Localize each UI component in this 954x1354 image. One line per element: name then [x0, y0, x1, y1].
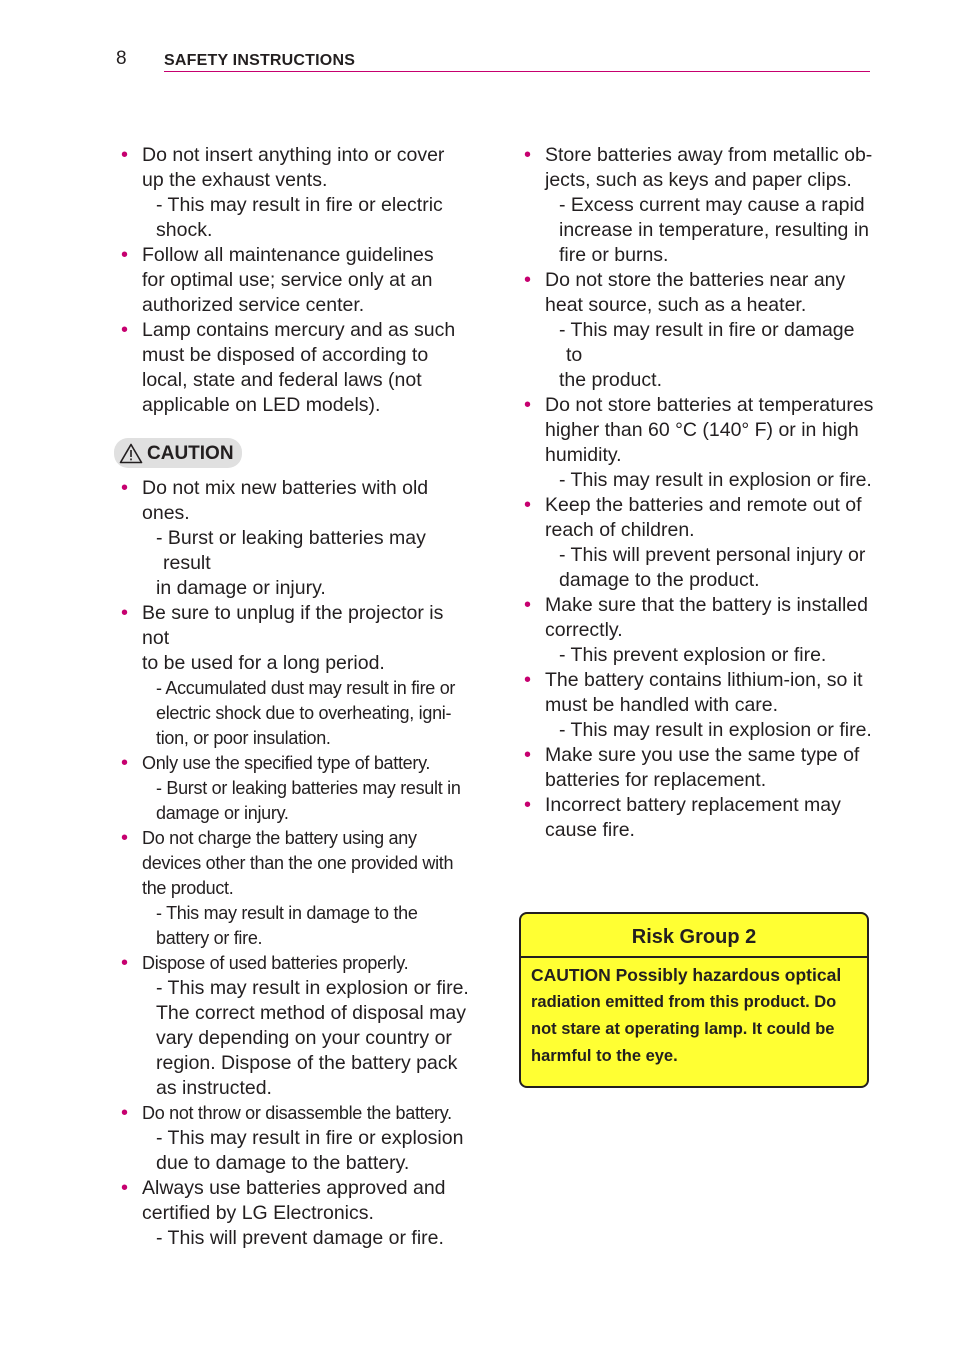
bullet-item	[524, 268, 874, 393]
bullet-subtext-line: - This may result in explosion or fire.	[156, 977, 469, 999]
bullet-text-line: local, state and federal laws (not	[142, 369, 422, 391]
bullet-subtext-line: the product.	[559, 369, 662, 391]
bullet-subtext-line: tion, or poor insulation.	[156, 728, 331, 748]
bullet-subtext-line: - Excess current may cause a rapid	[559, 194, 865, 216]
bullet-dot-icon: •	[524, 494, 532, 516]
bullet-dot-icon: •	[121, 752, 129, 774]
bullet-subtext-line: - This may result in fire or electric	[156, 194, 443, 216]
bullet-text-line: Store batteries away from metallic ob-	[545, 144, 873, 166]
bullet-text-line: cause fire.	[545, 819, 635, 841]
bullet-subtext-line: electric shock due to overheating, igni-	[156, 703, 452, 723]
bullet-subtext-line: - This will prevent damage or fire.	[156, 1227, 444, 1249]
bullet-dot-icon: •	[524, 744, 532, 766]
bullet-text-line: must be disposed of according to	[142, 344, 429, 366]
bullet-item	[121, 1176, 471, 1251]
bullet-item	[524, 393, 874, 493]
bullet-text-line: Be sure to unplug if the projector is not	[142, 602, 444, 649]
bullet-subtext-line: - This may result in explosion or fire.	[559, 719, 872, 741]
bullet-text-line: Keep the batteries and remote out of	[545, 494, 862, 516]
bullet-dot-icon: •	[121, 144, 129, 166]
bullet-subtext-line: as instructed.	[156, 1077, 272, 1099]
bullet-text-line: Do not charge the battery using any	[142, 828, 417, 848]
bullet-dot-icon: •	[121, 952, 129, 974]
header-divider	[164, 71, 870, 72]
bullet-text-line: Do not insert anything into or cover	[142, 144, 445, 166]
bullet-text-line: correctly.	[545, 619, 623, 641]
bullet-text-line: Dispose of used batteries properly.	[142, 953, 409, 973]
bullet-dot-icon: •	[524, 144, 532, 166]
right-bullet-list	[524, 143, 874, 843]
bullet-text-line: Make sure you use the same type of	[545, 744, 860, 766]
risk-warning-line: harmful to the eye.	[531, 1047, 678, 1065]
bullet-subtext-line: increase in temperature, resulting in	[559, 219, 869, 241]
bullet-item	[121, 1101, 471, 1176]
risk-group-box	[519, 912, 869, 1088]
bullet-text-line: for optimal use; service only at an	[142, 269, 433, 291]
bullet-text-line: devices other than the one provided with	[142, 853, 454, 873]
bullet-dot-icon: •	[524, 794, 532, 816]
bullet-subtext-line: due to damage to the battery.	[156, 1152, 410, 1174]
bullet-subtext-line: battery or fire.	[156, 928, 263, 948]
bullet-text-line: up the exhaust vents.	[142, 169, 328, 191]
bullet-item	[524, 493, 874, 593]
bullet-text-line: Only use the specified type of battery.	[142, 753, 431, 773]
page-number: 8	[116, 48, 127, 69]
bullet-subtext-line: fire or burns.	[559, 244, 669, 266]
bullet-text-line: Lamp contains mercury and as such	[142, 319, 456, 341]
bullet-subtext-line: - Burst or leaking batteries may result	[156, 527, 426, 574]
risk-warning-line: radiation emitted from this product. Do	[531, 993, 837, 1011]
risk-group-title: Risk Group 2	[521, 914, 867, 958]
bullet-text-line: the product.	[142, 878, 234, 898]
bullet-text-line: Do not store batteries at temperatures	[545, 394, 874, 416]
bullet-subtext-line: - This may result in fire or explosion	[156, 1127, 464, 1149]
caution-badge	[114, 438, 242, 468]
caution-label: CAUTION	[147, 442, 234, 464]
bullet-text-line: Follow all maintenance guidelines	[142, 244, 434, 266]
bullet-item	[121, 243, 471, 318]
bullet-dot-icon: •	[121, 827, 129, 849]
bullet-item	[524, 743, 874, 793]
risk-warning-line: CAUTION Possibly hazardous optical	[531, 965, 842, 985]
bullet-text-line: batteries for replacement.	[545, 769, 767, 791]
bullet-text-line: humidity.	[545, 444, 622, 466]
bullet-text-line: Do not throw or disassemble the battery.	[142, 1103, 452, 1123]
right-column	[524, 143, 874, 843]
bullet-text-line: Do not store the batteries near any	[545, 269, 846, 291]
bullet-subtext-line: in damage or injury.	[156, 577, 326, 599]
bullet-text-line: applicable on LED models).	[142, 394, 381, 416]
bullet-text-line: must be handled with care.	[545, 694, 779, 716]
bullet-text-line: to be used for a long period.	[142, 652, 385, 674]
bullet-dot-icon: •	[121, 244, 129, 266]
bullet-subtext-line: - Burst or leaking batteries may result in	[156, 778, 461, 798]
bullet-item	[524, 143, 874, 268]
bullet-subtext-line: - This may result in damage to the	[156, 903, 418, 923]
bullet-subtext-line: - This will prevent personal injury or	[559, 544, 866, 566]
bullet-item	[121, 318, 471, 418]
bullet-text-line: Do not mix new batteries with old	[142, 477, 429, 499]
bullet-text-line: reach of children.	[545, 519, 695, 541]
bullet-subtext-line: - This may result in explosion or fire.	[559, 469, 872, 491]
bullet-text-line: Incorrect battery replacement may	[545, 794, 841, 816]
bullet-dot-icon: •	[524, 394, 532, 416]
bullet-text-line: authorized service center.	[142, 294, 365, 316]
bullet-item	[121, 951, 471, 1101]
bullet-item	[121, 476, 471, 601]
bullet-text-line: Make sure that the battery is installed	[545, 594, 868, 616]
bullet-subtext-line: damage or injury.	[156, 803, 289, 823]
bullet-item	[121, 143, 471, 243]
bullet-dot-icon: •	[121, 477, 129, 499]
bullet-text-line: higher than 60 °C (140° F) or in high	[545, 419, 859, 441]
bullet-text-line: heat source, such as a heater.	[545, 294, 807, 316]
bullet-subtext-line: - This may result in fire or damage to	[559, 319, 855, 366]
bullet-subtext-line: vary depending on your country or	[156, 1027, 452, 1049]
bullet-dot-icon: •	[524, 269, 532, 291]
section-header-title: SAFETY INSTRUCTIONS	[164, 52, 356, 69]
bullet-item	[524, 593, 874, 668]
bullet-text-line: The battery contains lithium-ion, so it	[545, 669, 863, 691]
bullet-dot-icon: •	[524, 594, 532, 616]
bullet-subtext-line: damage to the product.	[559, 569, 760, 591]
bullet-dot-icon: •	[121, 1102, 129, 1124]
caution-bullet-list	[121, 476, 471, 1251]
bullet-subtext-line: The correct method of disposal may	[156, 1002, 466, 1024]
bullet-item	[121, 826, 471, 951]
bullet-text-line: certified by LG Electronics.	[142, 1202, 374, 1224]
bullet-item	[121, 601, 471, 751]
bullet-subtext-line: - This prevent explosion or fire.	[559, 644, 827, 666]
left-bullet-list	[121, 143, 471, 418]
bullet-item	[121, 751, 471, 826]
bullet-subtext-line: - Accumulated dust may result in fire or	[156, 678, 456, 698]
bullet-text-line: Always use batteries approved and	[142, 1177, 446, 1199]
bullet-item	[524, 668, 874, 743]
bullet-text-line: jects, such as keys and paper clips.	[545, 169, 852, 191]
warning-triangle-icon	[119, 443, 143, 464]
risk-group-warning	[521, 958, 867, 1070]
left-column	[121, 143, 471, 1251]
bullet-dot-icon: •	[121, 602, 129, 624]
bullet-item	[524, 793, 874, 843]
bullet-text-line: ones.	[142, 502, 190, 524]
bullet-subtext-line: region. Dispose of the battery pack	[156, 1052, 458, 1074]
bullet-dot-icon: •	[121, 319, 129, 341]
bullet-dot-icon: •	[121, 1177, 129, 1199]
bullet-subtext-line: shock.	[156, 219, 213, 241]
bullet-dot-icon: •	[524, 669, 532, 691]
risk-warning-line: not stare at operating lamp. It could be	[531, 1020, 835, 1038]
